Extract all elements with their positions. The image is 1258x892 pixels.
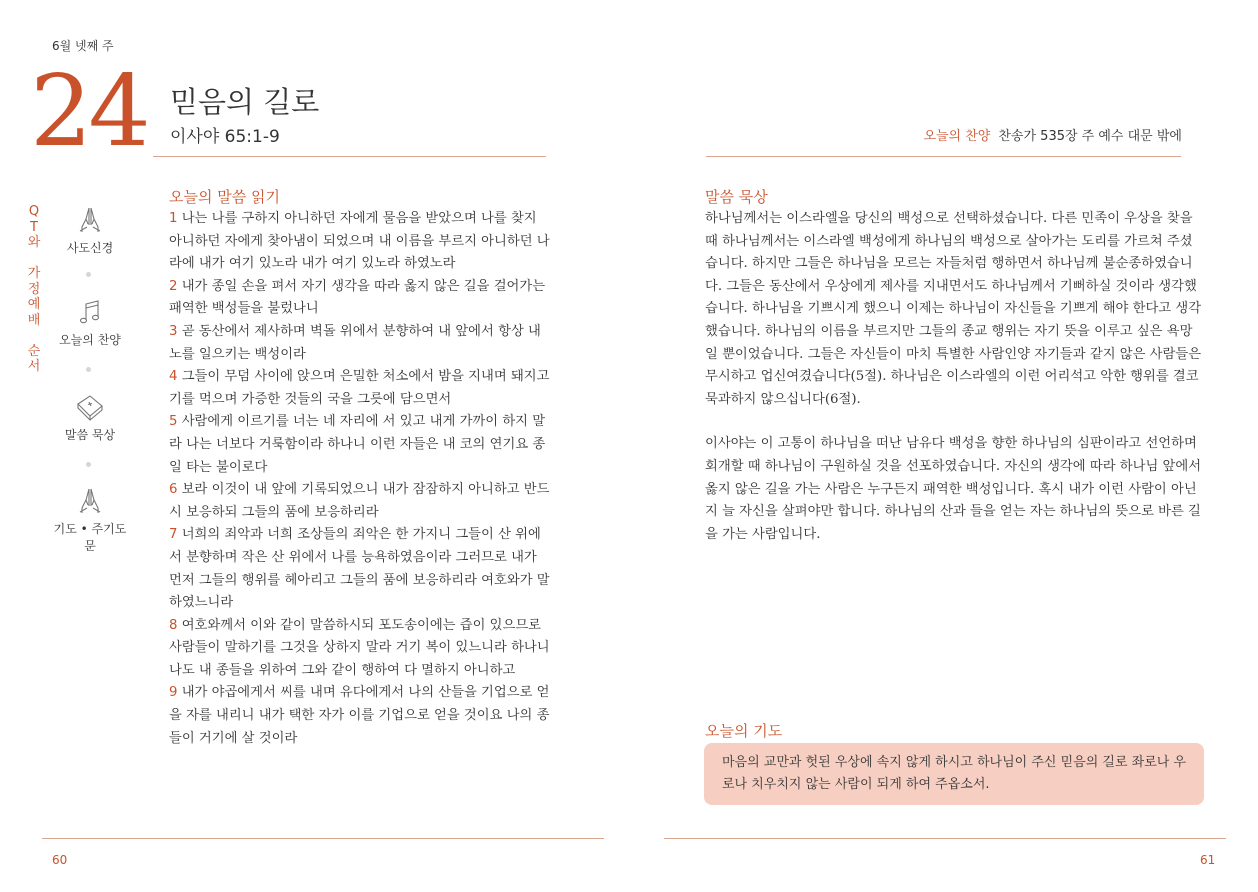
verse-text: 보라 이것이 내 앞에 기록되었으니 내가 잠잠하지 아니하고 반드시 보응하되 그들의 품에 보응하리라: [169, 482, 550, 520]
vertical-char: 순: [27, 343, 41, 359]
scripture-reading: [169, 208, 550, 750]
verse-number: 3: [169, 323, 178, 339]
scripture-reference: 이사야 65:1-9: [170, 127, 280, 147]
verse-number: 4: [169, 369, 178, 385]
verse-number: 8: [169, 617, 178, 633]
verse-text: 나는 나를 구하지 아니하던 자에게 물음을 받았으며 나를 찾지 아니하던 자에게 찾아냄이 되었으며 내 이름을 부르지 아니하던 나라에 내가 여기 있노라 내가 여기 있노라 하였노라: [169, 211, 550, 272]
verse: [169, 524, 550, 614]
verse-text: 그들이 무덤 사이에 앉으며 은밀한 처소에서 밤을 지내며 돼지고기를 먹으며 가증한 것들의 국을 그릇에 담으면서: [169, 369, 550, 407]
day-number: 24: [30, 55, 147, 169]
verse: [169, 682, 550, 750]
verse: [169, 615, 550, 683]
footer-divider-left: [42, 838, 604, 839]
step-label: 오늘의 찬양: [59, 333, 121, 347]
bible-icon: [74, 392, 106, 422]
step-label: 사도신경: [66, 241, 114, 255]
vertical-char: 배: [27, 312, 41, 328]
meditation-body: [705, 208, 1202, 568]
step-label: 말씀 묵상: [64, 428, 116, 442]
week-label: 6월 넷째 주: [52, 39, 114, 53]
verse-number: 7: [169, 527, 178, 543]
step-separator-dot: [86, 272, 91, 277]
vertical-section-title: [27, 204, 41, 375]
page-title: 믿음의 길로: [170, 85, 320, 119]
header-divider-right: [706, 156, 1181, 157]
reading-heading: 오늘의 말씀 읽기: [169, 188, 280, 206]
step-separator-dot: [86, 367, 91, 372]
today-hymn: [923, 125, 1182, 144]
verse-number: 1: [169, 211, 178, 226]
hymn-label: 오늘의 찬양: [923, 129, 991, 144]
page-number-left: 60: [52, 853, 68, 867]
step-separator-dot: [86, 462, 91, 467]
step-prayer: [50, 486, 130, 554]
verse: [169, 366, 550, 411]
verse-text: 곧 동산에서 제사하며 벽돌 위에서 분향하여 내 앞에서 항상 내 노를 일으키는 백성이라: [169, 323, 541, 362]
meditation-paragraph: 이사야는 이 고통이 하나님을 떠난 남유다 백성을 향한 하나님의 심판이라고 선언하며 회개할 때 하나님이 구원하실 것을 선포하였습니다. 자신의 생각에 따라 하나님 앞에서 옳지 않은 길을 가는 사람은 누구든지 패역한 백성입니다. 혹시 내가 이런 사람이 아닌지 늘 자신을 살펴야만 합니다. 하나님의 산과 들을 얻는 자는 하나님의 뜻으로 바른 길을 가는 사람입니다.: [705, 436, 1202, 542]
meditation-paragraph: 하나님께서는 이스라엘을 당신의 백성으로 선택하셨습니다. 다른 민족이 우상을 찾을 때 하나님께서는 이스라엘 백성에게 하나님의 백성으로 살아가는 도리를 가르쳐 주셨습니다. 하지만 그들은 하나님을 모르는 자들처럼 행하면서 하나님께 불순종하였습니다. 그들은 동산에서 우상에게 제사를 지내면서도 하나님께서 기뻐하실 것이라 생각했습니다. 하나님을 기쁘시게 했으니 이제는 하나님이 자신들을 기쁘게 해야 한다고 생각했습니다. 하나님의 이름을 부르지만 그들의 종교 행위는 자기 뜻을 이루고 싶은 욕망일 뿐이었습니다. 그들은 자신들이 마치 특별한 사람인양 자기들과 같지 않은 사람들은 무시하고 업신여겼습니다(5절). 하나님은 이스라엘의 이런 어리석고 악한 행위를 결코 묵과하지 않으십니다(6절).: [705, 211, 1202, 407]
praying-hands-icon: [75, 486, 105, 516]
vertical-char: 와: [27, 235, 41, 250]
verse: [169, 276, 550, 321]
verse-text: 너희의 죄악과 너희 조상들의 죄악은 한 가지니 그들이 산 위에서 분향하며 작은 산 위에서 나를 능욕하였음이라 그러므로 내가 먼저 그들의 행위를 헤아리고 그들의 품에 보응하리라 여호와가 말하였느니라: [169, 527, 550, 611]
verse: [169, 479, 550, 524]
verse-text: 여호와께서 이와 같이 말씀하시되 포도송이에는 즙이 있으므로 사람들이 말하기를 그것을 상하지 말라 거기 복이 있느니라 하나니 나도 내 종들을 위하여 그와 같이 행하여 다 멸하지 아니하고: [169, 617, 550, 678]
verse-text: 내가 야곱에게서 씨를 내며 유다에게서 나의 산들을 기업으로 얻을 자를 내리니 내가 택한 자가 이를 기업으로 얻을 것이요 나의 종들이 거기에 살 것이라: [169, 685, 550, 746]
vertical-char: 가: [27, 266, 41, 281]
header-divider-left: [153, 156, 546, 157]
footer-divider-right: [664, 838, 1226, 839]
verse: [169, 321, 550, 366]
vertical-char: 정: [27, 281, 41, 297]
verse: [169, 411, 550, 479]
prayer-text: 마음의 교만과 헛된 우상에 속지 않게 하시고 하나님이 주신 믿음의 길로 좌로나 우로나 치우치지 않는 사람이 되게 하여 주옵소서.: [722, 755, 1187, 792]
vertical-char: [27, 328, 41, 344]
vertical-char: Q: [28, 204, 40, 219]
verse-number: 5: [169, 414, 178, 430]
verse-text: 내가 종일 손을 펴서 자기 생각을 따라 옳지 않은 길을 걸어가는 패역한 백성들을 불렀나니: [169, 278, 546, 317]
page-number-right: 61: [1200, 853, 1216, 867]
step-today-hymn: [50, 297, 130, 348]
vertical-char: 서: [27, 359, 41, 374]
vertical-char: [27, 251, 41, 267]
vertical-char: T: [30, 219, 38, 235]
praying-hands-icon: [75, 205, 105, 235]
prayer-heading: 오늘의 기도: [705, 722, 783, 740]
meditation-heading: 말씀 묵상: [705, 188, 768, 206]
vertical-char: 예: [27, 297, 41, 312]
verse-number: 9: [169, 685, 178, 701]
verse-number: 6: [169, 482, 178, 498]
step-label: 기도 • 주기도문: [53, 522, 127, 553]
hymn-text: 찬송가 535장 주 예수 대문 밖에: [998, 129, 1182, 144]
verse-number: 2: [169, 278, 178, 294]
prayer-box: [704, 743, 1204, 805]
verse-text: 사람에게 이르기를 너는 네 자리에 서 있고 내게 가까이 하지 말라 나는 너보다 거룩함이라 하나니 이런 자들은 내 코의 연기요 종일 타는 불이로다: [169, 414, 546, 475]
step-apostles-creed: [50, 205, 130, 256]
verse: [169, 208, 550, 276]
music-note-icon: [75, 297, 105, 327]
step-word-meditation: [50, 392, 130, 443]
